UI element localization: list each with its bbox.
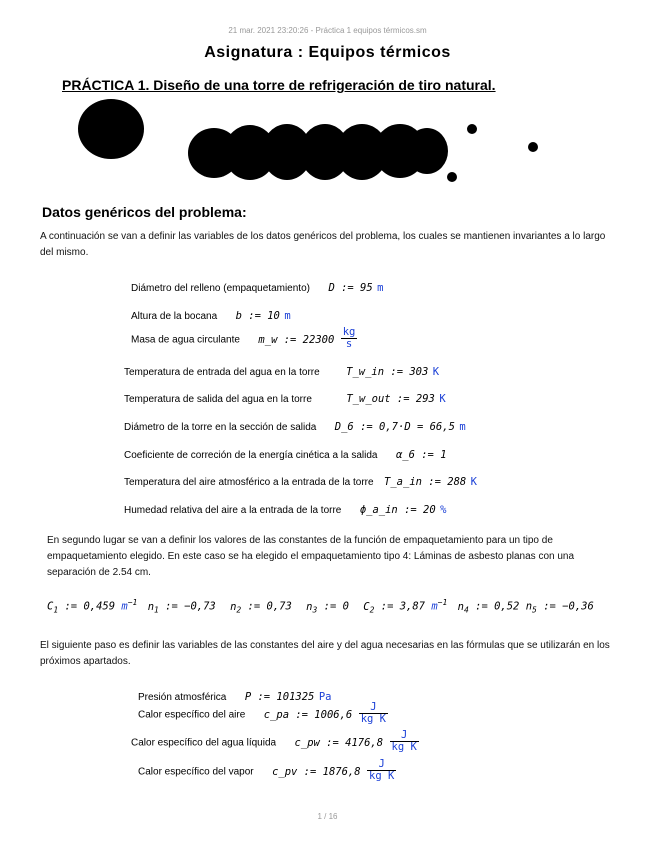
intro-paragraph: A continuación se van a definir las variables de los datos genéricos del problema, los cuales se mantienen invariantes a lo largo del mismo. — [40, 231, 606, 258]
second-paragraph: En segundo lugar se van a definir los valores de las constantes de la función de empaquetamiento para un tipo de empaquetamiento elegido. En este caso se ha elegido el empaquetamiento tipo 4: Láminas de asbesto planas con una separación de 2.54 cm. — [47, 535, 575, 578]
const-row-cpv: Calor específico del vapor c_pv := 1876,8 $\frac{J}{\text{kg K}}$ — [138, 758, 395, 782]
const-row-cpa: Calor específico del aire c_pa := 1006,6 $\frac{J}{\text{kg K}}$ — [138, 701, 386, 725]
var-row-alpha6: Coeficiente de correción de la energía cinética a la salida α_6 := 1 — [124, 449, 447, 461]
var-row-d6: Diámetro de la torre en la sección de salida D_6 := 0,7·D = 66,5 m — [124, 421, 466, 433]
var-row-phiain: Humedad relativa del aire a la entrada de la torre ϕ_a_in := 20 % — [124, 504, 447, 516]
section-title: Datos genéricos del problema: — [42, 204, 247, 220]
document-header: 21 mar. 2021 23:20:26 - Práctica 1 equipos térmicos.sm — [228, 26, 427, 35]
page-title: Asignatura : Equipos térmicos — [204, 44, 451, 61]
var-row-mw: Masa de agua circulante m_w := 22300 $\frac{kg}{s}$ — [131, 326, 356, 350]
var-row-D: Diámetro del relleno (empaquetamiento) D := 95 m — [131, 282, 384, 294]
const-row-cpw: Calor específico del agua líquida c_pw := 4176,8 $\frac{J}{\text{kg K}}$ — [131, 729, 417, 753]
var-row-b: Altura de la bocana b := 10 m — [131, 310, 291, 322]
var-row-twout: Temperatura de salida del agua en la torre T_w_out := 293 K — [124, 393, 446, 405]
packing-constants: $C_1$ := 0,459 $m^{-1}$ $n_1$ := −0,73 $n_2$ := 0,73 $n_3$ := 0 $C_2$ := 3,87 $m^{-1}$ $n_4$ := 0,52 $n_5$ := −0,36 — [47, 598, 594, 615]
third-paragraph: El siguiente paso es definir las variables de las constantes del aire y del agua necesarias en las fórmulas que se utilizarán en los próximos apartados. — [40, 640, 610, 667]
var-row-tain: Temperatura del aire atmosférico a la entrada de la torre T_a_in := 288 K — [124, 476, 477, 488]
practice-subtitle: PRÁCTICA 1. Diseño de una torre de refrigeración de tiro natural. — [62, 77, 496, 93]
const-row-P: Presión atmosférica P := 101325 Pa — [138, 691, 332, 703]
page-number: 1 / 16 — [317, 812, 338, 821]
var-row-twin: Temperatura de entrada del agua en la torre T_w_in := 303 K — [124, 366, 440, 378]
